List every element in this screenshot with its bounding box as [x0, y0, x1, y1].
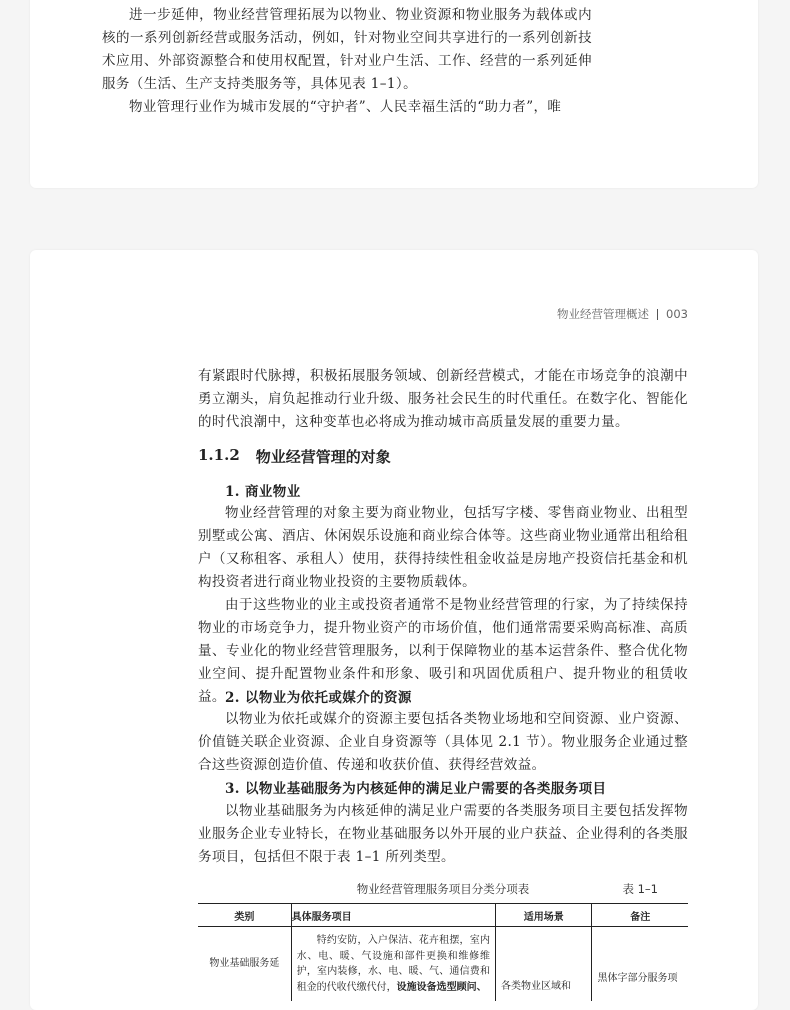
section-title: 物业经营管理的对象	[255, 448, 391, 466]
section-heading	[198, 446, 391, 467]
chapter-title: 物业经营管理概述	[557, 307, 650, 321]
sub-heading-2: 2. 以物业为依托或媒介的资源	[225, 690, 412, 706]
sub-heading-3: 3. 以物业基础服务为内核延伸的满足业户需要的各类服务项目	[225, 781, 607, 797]
header-scene: 适用场景	[495, 904, 592, 927]
body-paragraph: 以物业基础服务为内核延伸的满足业户需要的各类服务项目主要包括发挥物业服务企业专业特长，在物业基础服务以外开展的业户获益、企业得利的各类服务项目，包括但不限于表 1–1 所列类型。	[198, 803, 688, 865]
body-paragraph: 进一步延伸，物业经营管理拓展为以物业、物业资源和物业服务为载体或内核的一系列创新经营或服务活动，例如，针对物业空间共享进行的一系列创新技术应用、外部资源整合和使用权配置，针对业户生活、工作、经营的一系列延伸服务（生活、生产支持类服务等，具体见表 1–1）。	[102, 7, 592, 92]
header-category: 类别	[198, 904, 291, 927]
body-paragraph: 物业经营管理的对象主要为商业物业，包括写字楼、零售商业物业、出租型别墅或公寓、酒店、休闲娱乐设施和商业综合体等。这些商业物业通常出租给租户（又称租客、承租人）使用，获得持续性租金收益是房地产投资信托基金和机构投资者进行商业物业投资的主要物质载体。	[198, 505, 688, 590]
body-paragraph: 有紧跟时代脉搏，积极拓展服务领域、创新经营模式，才能在市场竞争的浪潮中勇立潮头，肩负起推动行业升级、服务社会民生的时代重任。在数字化、智能化的时代浪潮中，这种变革也必将成为推动城市高质量发展的重要力量。	[198, 368, 688, 430]
body-paragraph: 由于这些物业的业主或投资者通常不是物业经营管理的行家，为了持续保持物业的市场竞争力，提升物业资产的市场价值，他们通常需要采购高标准、高质量、专业化的物业经营管理服务，以利于保障物业的基本运营条件、整合优化物业空间、提升配置物业条件和形象、吸引和巩固优质租户、提升物业的租赁收益。	[198, 597, 688, 705]
body-paragraph: 物业管理行业作为城市发展的“守护者”、人民幸福生活的“助力者”，唯	[129, 99, 562, 115]
running-header	[557, 306, 688, 322]
header-items: 具体服务项目	[291, 904, 495, 927]
cell-note: 黑体字部分服务项	[592, 927, 688, 1002]
header-divider	[657, 309, 658, 320]
cell-scene: 各类物业区域和	[495, 927, 592, 1002]
cell-items-text: 特约安防，入户保洁、花卉租摆，室内水、电、暖、气设施和部件更换和维修维护，室内装修，水、电、暖、气、通信费和租金的代收代缴代付，	[296, 935, 490, 993]
body-paragraph: 以物业为依托或媒介的资源主要包括各类物业场地和空间资源、业户资源、价值链关联企业资源、企业自身资源等（具体见 2.1 节）。物业服务企业通过整合这些资源创造价值、传递和收获价值、获得经营效益。	[198, 711, 688, 773]
table-number: 表 1–1	[622, 882, 658, 896]
page-number: 003	[666, 307, 688, 321]
cell-category: 物业基础服务延	[209, 958, 280, 970]
table-header-row	[198, 904, 688, 927]
sub-heading-1: 1. 商业物业	[225, 484, 301, 500]
service-table	[198, 903, 688, 1001]
cell-items	[291, 927, 495, 1002]
table-title: 物业经营管理服务项目分类分项表	[356, 882, 530, 896]
cell-items-bold-text: 设施设备选型顾问、	[396, 981, 487, 993]
table-row	[198, 927, 688, 1002]
previous-page	[30, 0, 758, 188]
section-number: 1.1.2	[198, 446, 240, 464]
current-page	[30, 250, 758, 1010]
header-note: 备注	[592, 904, 688, 927]
